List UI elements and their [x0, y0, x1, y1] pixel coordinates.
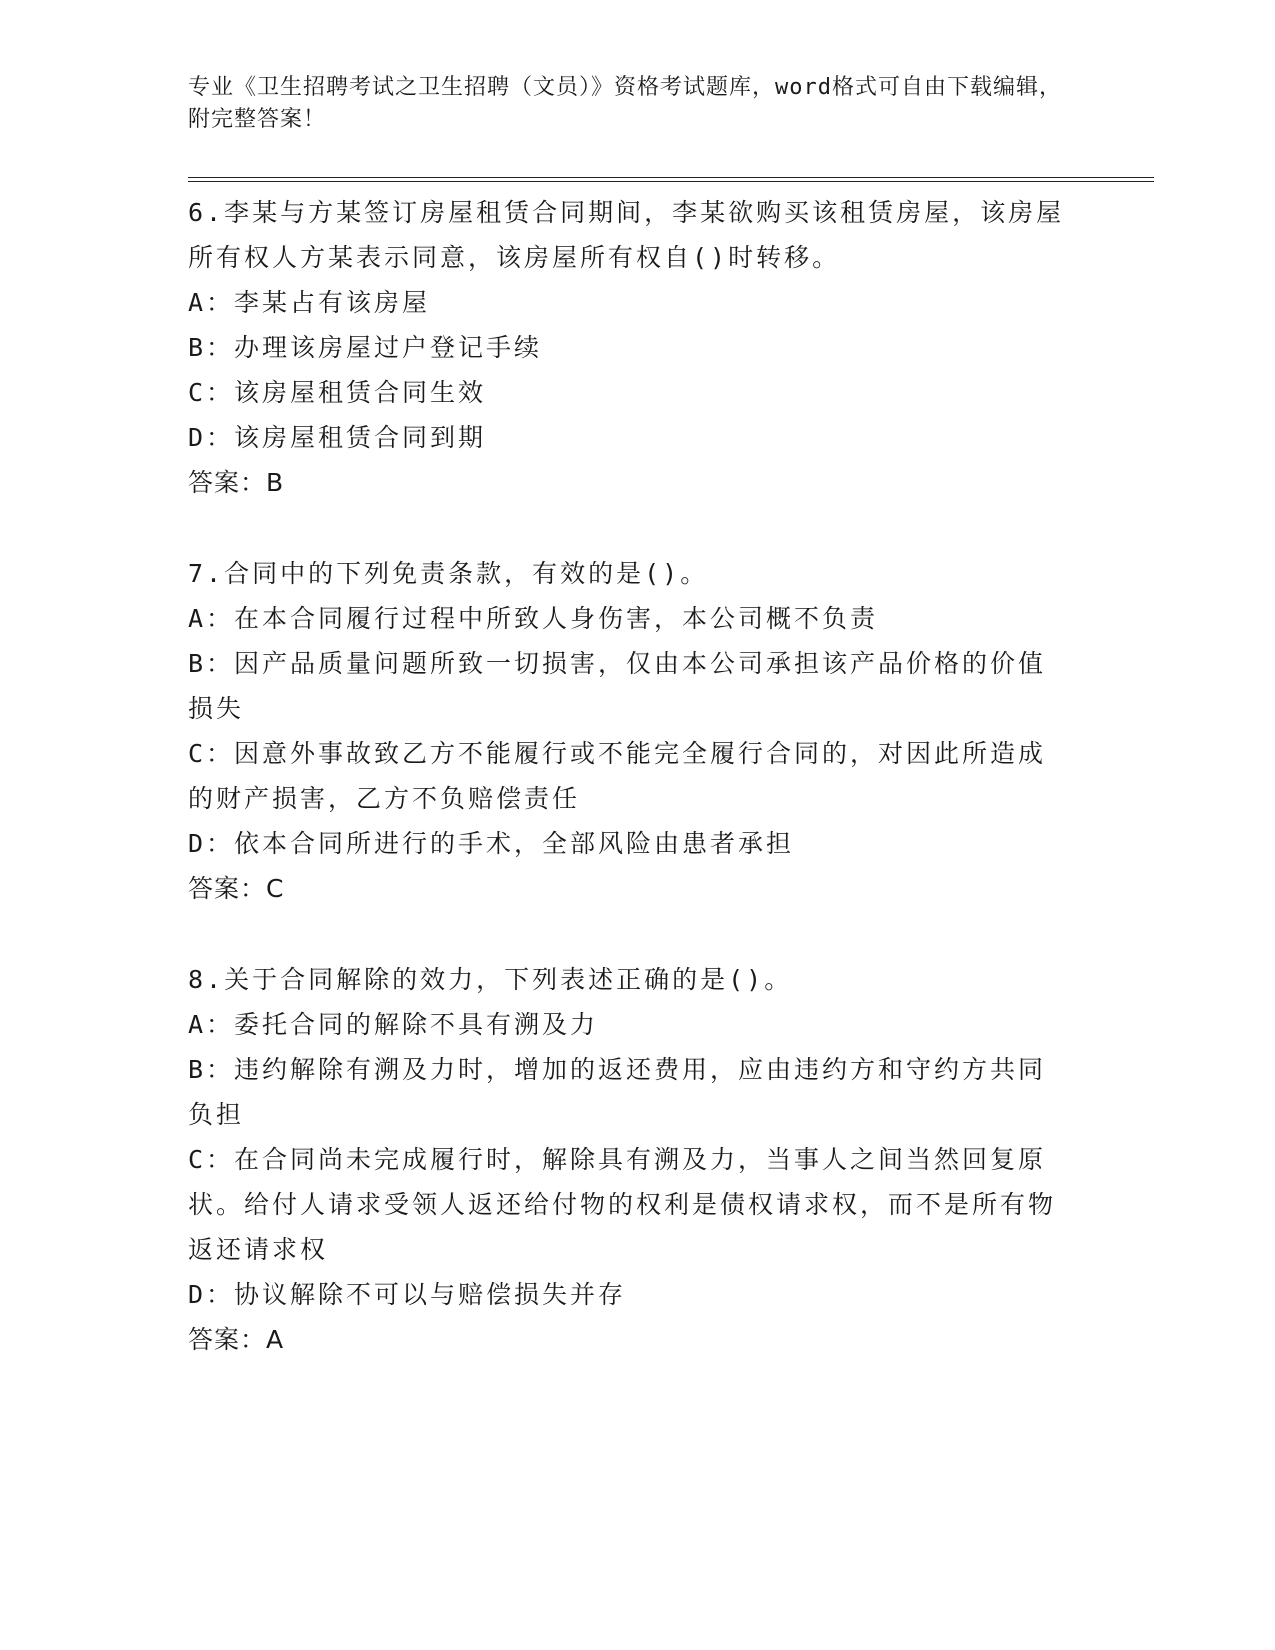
document-header [188, 72, 1068, 136]
option-a: A：李某占有该房屋 [188, 288, 431, 317]
option-d: D：依本合同所进行的手术，全部风险由患者承担 [188, 829, 795, 858]
question-8 [188, 957, 1068, 1362]
option-a: A：委托合同的解除不具有溯及力 [188, 1010, 599, 1039]
question-text: 8.关于合同解除的效力，下列表述正确的是()。 [188, 965, 793, 994]
header-title: 专业《卫生招聘考试之卫生招聘（文员）》资格考试题库，word格式可自由下载编辑，附完整答案！ [188, 75, 1062, 132]
question-7 [188, 551, 1068, 911]
option-b: B：因产品质量问题所致一切损害，仅由本公司承担该产品价格的价值损失 [188, 649, 1047, 723]
option-a: A：在本合同履行过程中所致人身伤害，本公司概不负责 [188, 604, 879, 633]
option-d: D：该房屋租赁合同到期 [188, 423, 487, 452]
question-6 [188, 190, 1068, 505]
option-c: C：因意外事故致乙方不能履行或不能完全履行合同的，对因此所造成的财产损害，乙方不负赔偿责任 [188, 739, 1047, 813]
question-list [188, 190, 1068, 1408]
option-d: D：协议解除不可以与赔偿损失并存 [188, 1280, 627, 1309]
question-text: 6.李某与方某签订房屋租赁合同期间，李某欲购买该租赁房屋，该房屋所有权人方某表示同意，该房屋所有权自()时转移。 [188, 198, 1065, 272]
option-b: B：违约解除有溯及力时，增加的返还费用，应由违约方和守约方共同负担 [188, 1055, 1047, 1129]
answer: 答案：A [188, 1325, 285, 1354]
option-b: B：办理该房屋过户登记手续 [188, 333, 543, 362]
option-c: C：该房屋租赁合同生效 [188, 378, 487, 407]
question-text: 7.合同中的下列免责条款，有效的是()。 [188, 559, 709, 588]
answer: 答案：B [188, 468, 285, 497]
option-c: C：在合同尚未完成履行时，解除具有溯及力，当事人之间当然回复原状。给付人请求受领人返还给付物的权利是债权请求权，而不是所有物返还请求权 [188, 1145, 1057, 1264]
answer: 答案：C [188, 874, 285, 903]
header-divider [188, 177, 1154, 182]
